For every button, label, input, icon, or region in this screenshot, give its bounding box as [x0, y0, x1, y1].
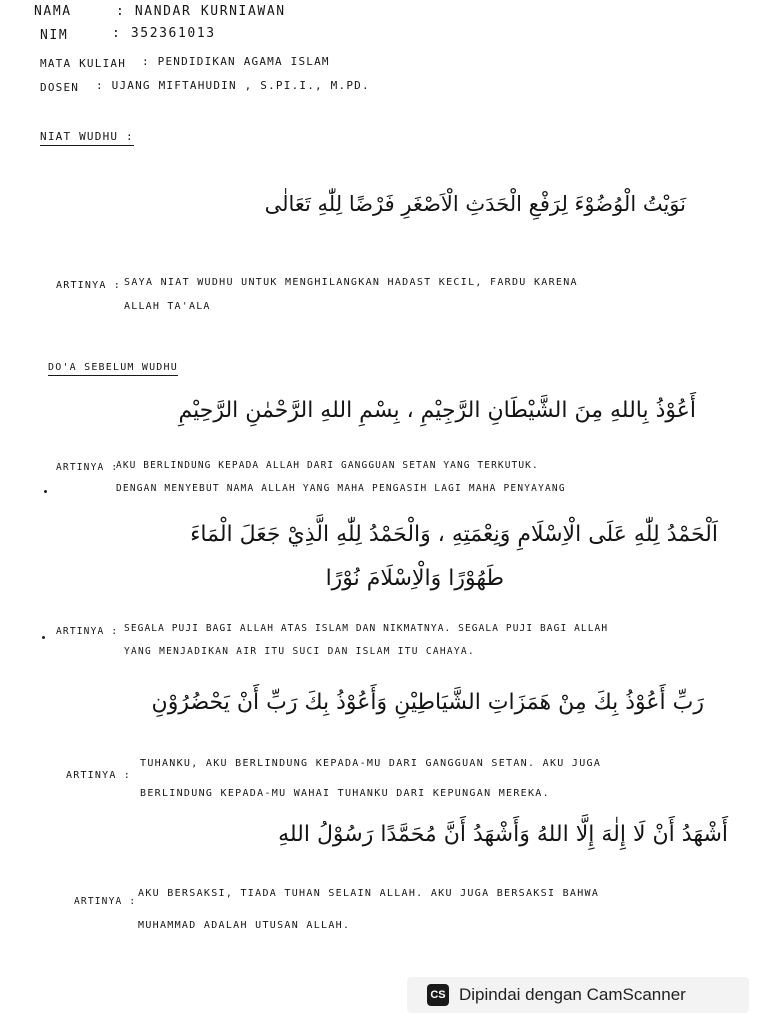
camscanner-watermark	[407, 977, 749, 1013]
dosen-value: : UJANG MIFTAHUDIN , S.PI.I., M.PD.	[96, 79, 370, 92]
camscanner-logo-icon: CS	[427, 984, 449, 1006]
artinya-label: ARTINYA :	[56, 462, 119, 473]
artinya-line: TUHANKU, AKU BERLINDUNG KEPADA-MU DARI GANGGUAN SETAN. AKU JUGA	[140, 758, 602, 769]
niat-wudhu-title: NIAT WUDHU :	[40, 130, 134, 146]
artinya-label: ARTINYA :	[56, 626, 119, 637]
margin-mark	[42, 636, 45, 639]
artinya-label: ARTINYA :	[56, 280, 121, 291]
nim-value: : 352361013	[112, 26, 216, 41]
artinya-line: DENGAN MENYEBUT NAMA ALLAH YANG MAHA PENGASIH LAGI MAHA PENYAYANG	[116, 483, 566, 494]
hamdalah-arabic-line-2: طَهُوْرًا وَالْاِسْلَامَ نُوْرًا	[325, 566, 504, 591]
nama-value: : NANDAR KURNIAWAN	[116, 4, 286, 19]
doa-sebelum-wudhu-title: DO'A SEBELUM WUDHU	[48, 362, 178, 376]
artinya-line: BERLINDUNG KEPADA-MU WAHAI TUHANKU DARI KEPUNGAN MEREKA.	[140, 788, 550, 799]
rabbi-audzubika-arabic: رَبِّ أَعُوْذُ بِكَ مِنْ هَمَزَاتِ الشَّيَاطِيْنِ وَأَعُوْذُ بِكَ رَبِّ أَنْ يَحْضُرُوْنِ	[151, 690, 704, 715]
margin-mark	[44, 490, 47, 493]
nim-label: NIM	[40, 28, 69, 43]
artinya-line: AKU BERSAKSI, TIADA TUHAN SELAIN ALLAH. AKU JUGA BERSAKSI BAHWA	[138, 888, 600, 899]
artinya-line: SAYA NIAT WUDHU UNTUK MENGHILANGKAN HADAST KECIL, FARDU KARENA	[124, 277, 578, 288]
artinya-label: ARTINYA :	[66, 770, 131, 781]
artinya-line: SEGALA PUJI BAGI ALLAH ATAS ISLAM DAN NIKMATNYA. SEGALA PUJI BAGI ALLAH	[124, 623, 609, 634]
matkul-value: : PENDIDIKAN AGAMA ISLAM	[142, 55, 330, 68]
niat-arabic-text: نَوَيْتُ الْوُضُوْءَ لِرَفْعِ الْحَدَثِ الْاَصْغَرِ فَرْضًا لِلّٰهِ تَعَالٰى	[264, 192, 686, 216]
artinya-line: MUHAMMAD ADALAH UTUSAN ALLAH.	[138, 920, 351, 931]
artinya-label: ARTINYA :	[74, 896, 137, 907]
syahadat-arabic: أَشْهَدُ أَنْ لَا إِلٰهَ إِلَّا اللهُ وَأَشْهَدُ أَنَّ مُحَمَّدًا رَسُوْلُ اللهِ	[278, 822, 728, 847]
artinya-line: YANG MENJADIKAN AIR ITU SUCI DAN ISLAM ITU CAHAYA.	[124, 646, 475, 657]
camscanner-text: Dipindai dengan CamScanner	[459, 985, 686, 1004]
dosen-label: DOSEN	[40, 81, 80, 94]
nama-label: NAMA	[34, 4, 72, 19]
artinya-line: AKU BERLINDUNG KEPADA ALLAH DARI GANGGUAN SETAN YANG TERKUTUK.	[116, 460, 539, 471]
artinya-line: ALLAH TA'ALA	[124, 301, 211, 312]
hamdalah-arabic-line-1: اَلْحَمْدُ لِلّٰهِ عَلَى الْاِسْلَامِ وَنِعْمَتِهِ ، وَالْحَمْدُ لِلّٰهِ الَّذِيْ جَعَلَ الْمَاءَ	[190, 522, 718, 547]
taawudz-basmalah-arabic: أَعُوْذُ بِاللهِ مِنَ الشَّيْطَانِ الرَّجِيْمِ ، بِسْمِ اللهِ الرَّحْمٰنِ الرَّحِيْمِ	[178, 398, 696, 423]
matkul-label: MATA KULIAH	[40, 57, 127, 70]
